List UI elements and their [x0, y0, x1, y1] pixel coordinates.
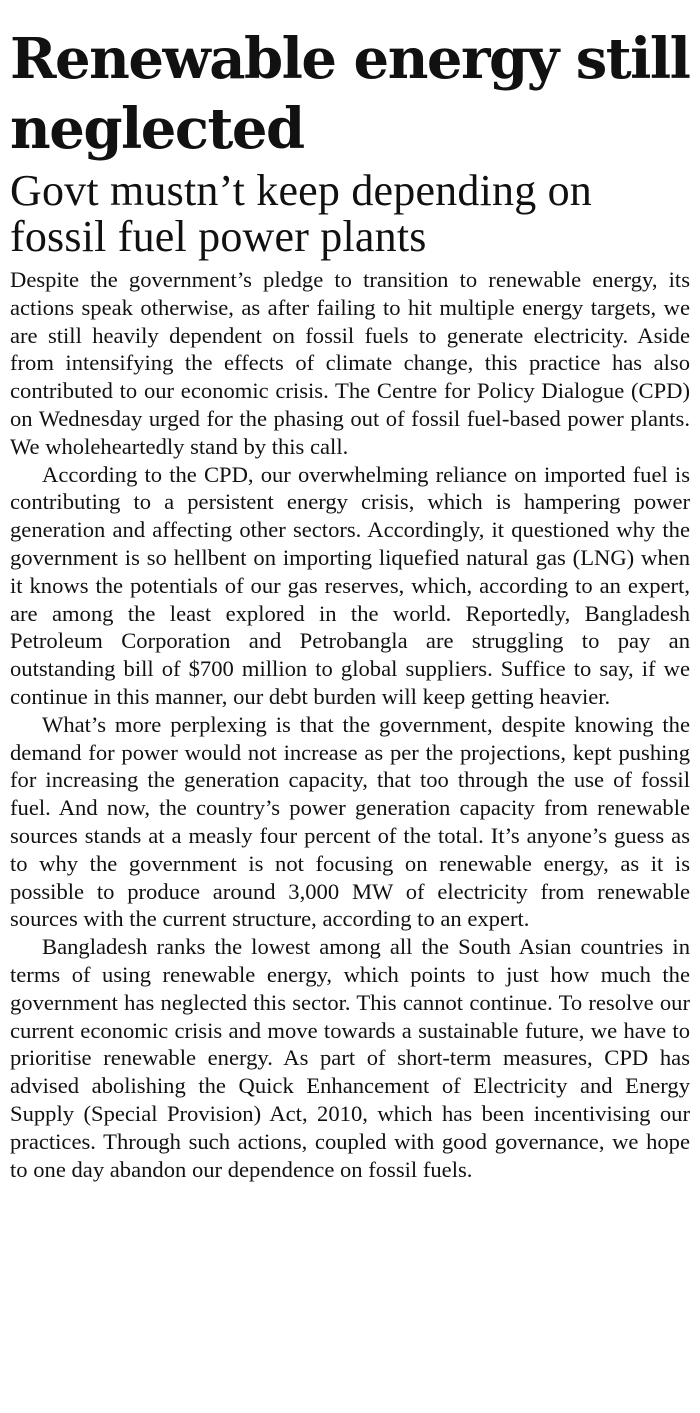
- paragraph-4: Bangladesh ranks the lowest among all the South Asian countries in terms of using renewable energy, which points to just how much the government has neglected this sector. This cannot continue. To resolve our current economic crisis and move towards a sustainable future, we have to prioritise renewable energy. As part of short-term measures, CPD has advised abolishing the Quick Enhancement of Electricity and Energy Supply (Special Provision) Act, 2010, which has been incentivising our practices. Through such actions, coupled with good governance, we hope to one day abandon our dependence on fossil fuels.: [10, 934, 690, 1182]
- article-body: [10, 266, 690, 1183]
- subheadline: Govt mustn’t keep depending on fossil fuel power plants: [10, 166, 592, 261]
- paragraph-3: What’s more perplexing is that the government, despite knowing the demand for power would not increase as per the projections, kept pushing for increasing the generation capacity, that too through the use of fossil fuel. And now, the country’s power generation capacity from renewable sources stands at a measly four percent of the total. It’s anyone’s guess as to why the government is not focusing on renewable energy, as it is possible to produce around 3,000 MW of electricity from renewable sources with the current structure, according to an expert.: [10, 711, 690, 932]
- headline: Renewable energy still neglected: [10, 26, 690, 162]
- paragraph-1: Despite the government’s pledge to transition to renewable energy, its actions speak otherwise, as after failing to hit multiple energy targets, we are still heavily dependent on fossil fuels to generate electricity. Aside from intensifying the effects of climate change, this practice has also contributed to our economic crisis. The Centre for Policy Dialogue (CPD) on Wednesday urged for the phasing out of fossil fuel-based power plants. We wholeheartedly stand by this call.: [10, 267, 690, 459]
- paragraph-2: According to the CPD, our overwhelming reliance on imported fuel is contributing to a persistent energy crisis, which is hampering power generation and affecting other sectors. Accordingly, it questioned why the government is so hellbent on importing liquefied natural gas (LNG) when it knows the potentials of our gas reserves, which, according to an expert, are among the least explored in the world. Reportedly, Bangladesh Petroleum Corporation and Petrobangla are struggling to pay an outstanding bill of $700 million to global suppliers. Suffice to say, if we continue in this manner, our debt burden will keep getting heavier.: [10, 461, 690, 709]
